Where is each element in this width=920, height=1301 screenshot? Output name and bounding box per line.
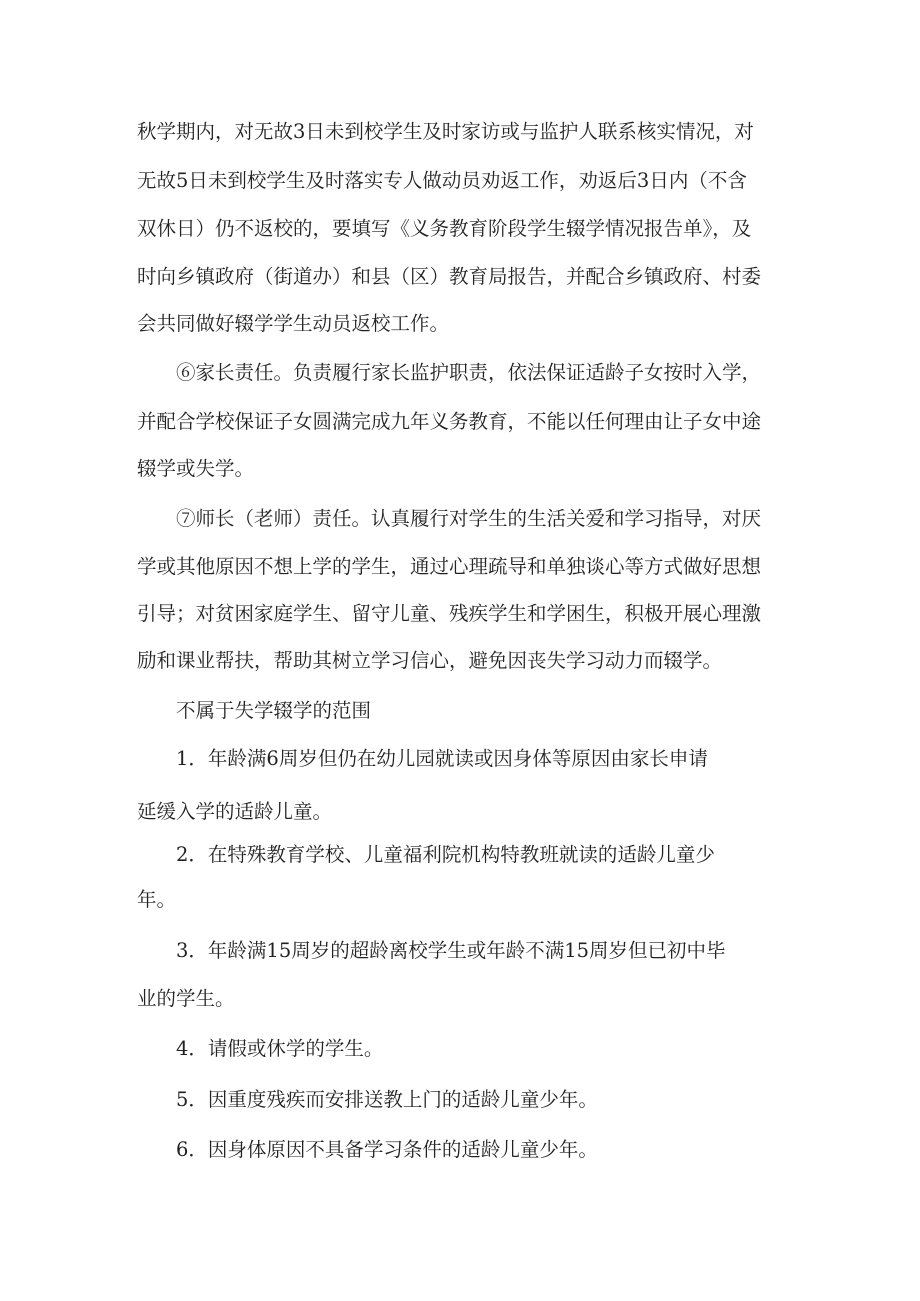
paragraph-line: 励和课业帮扶，帮助其树立学习信心，避免因丧失学习动力而辍学。 [137,649,723,672]
list-item-continuation: 延缓入学的适龄儿童。 [137,800,333,823]
paragraph-line: 会共同做好辍学学生动员返校工作。 [137,312,450,335]
paragraph-line: 秋学期内，对无故3日未到校学生及时家访或与监护人联系核实情况，对 [137,120,754,143]
list-item: 5．因重度残疾而安排送教上门的适龄儿童少年。 [176,1088,598,1111]
paragraph-line: 时向乡镇政府（街道办）和县（区）教育局报告，并配合乡镇政府、村委 [137,265,762,288]
list-item-continuation: 业的学生。 [137,987,235,1010]
list-item: 3．年龄满15周岁的超龄离校学生或年龄不满15周岁但已初中毕 [176,939,726,962]
list-item: 2．在特殊教育学校、儿童福利院机构特教班就读的适龄儿童少 [176,843,715,866]
paragraph-line: 辍学或失学。 [137,457,255,480]
paragraph-line: ⑥家长责任。负责履行家长监护职责，依法保证适龄子女按时入学， [176,361,762,384]
paragraph-line: 引导；对贫困家庭学生、留守儿童、残疾学生和学困生，积极开展心理激 [137,602,762,625]
list-item: 6．因身体原因不具备学习条件的适龄儿童少年。 [176,1138,598,1161]
list-item: 1．年龄满6周岁但仍在幼儿园就读或因身体等原因由家长申请 [176,747,708,770]
list-item: 4．请假或休学的学生。 [176,1037,384,1060]
list-item-continuation: 年。 [137,888,177,911]
paragraph-line: ⑦师长（老师）责任。认真履行对学生的生活关爱和学习指导，对厌 [176,507,762,530]
section-heading: 不属于失学辍学的范围 [176,699,372,722]
paragraph-line: 双休日）仍不返校的，要填写《义务教育阶段学生辍学情况报告单》，及 [137,217,752,240]
paragraph-line: 无故5日未到校学生及时落实专人做动员劝返工作，劝返后3日内（不含 [137,169,747,192]
paragraph-line: 学或其他原因不想上学的学生，通过心理疏导和单独谈心等方式做好思想 [137,555,762,578]
paragraph-line: 并配合学校保证子女圆满完成九年义务教育，不能以任何理由让子女中途 [137,410,762,433]
